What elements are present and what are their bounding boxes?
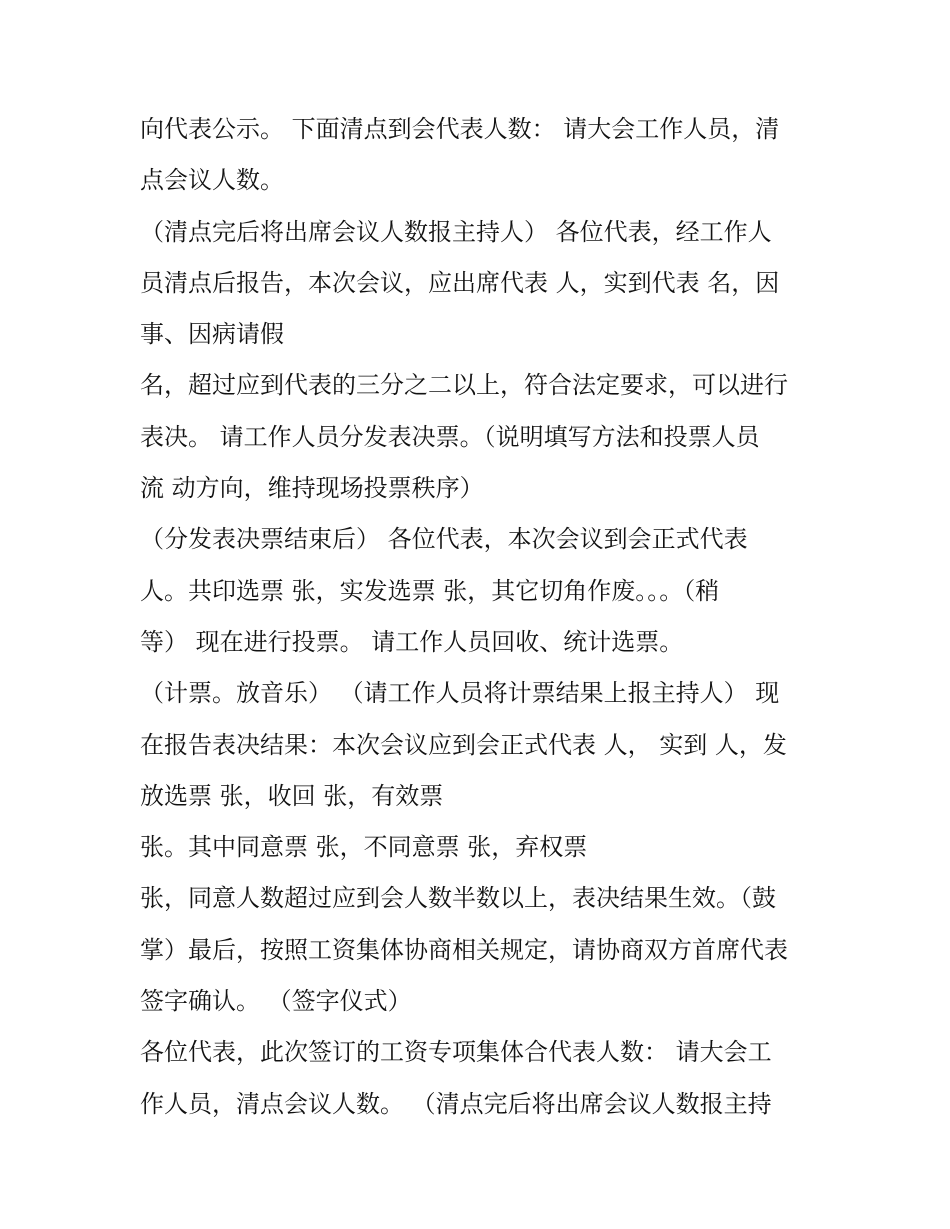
text-line: 表决。 请工作人员分发表决票。（说明填写方法和投票人员 [140, 422, 760, 451]
text-line: 人。共印选票 张，实发选票 张，其它切角作废。。。（稍 [140, 576, 720, 605]
document-body [140, 104, 830, 1130]
text-line: （分发表决票结束后） 各位代表，本次会议到会正式代表 [140, 525, 748, 554]
text-line: 各位代表，此次签订的工资专项集体合代表人数： 请大会工 [140, 1038, 772, 1067]
text-line: 员清点后报告，本次会议，应出席代表 人，实到代表 名，因 [140, 268, 780, 297]
text-line: （计票。放音乐） （请工作人员将计票结果上报主持人） 现 [140, 679, 780, 708]
text-line: 张。其中同意票 张，不同意票 张，弃权票 [140, 833, 588, 862]
text-line: 向代表公示。 下面清点到会代表人数： 请大会工作人员，清 [140, 115, 780, 143]
text-line: 流 动方向，维持现场投票秩序） [140, 474, 484, 503]
text-line: 张，同意人数超过应到会人数半数以上，表决结果生效。（鼓 [140, 884, 776, 913]
text-line: （清点完后将出席会议人数报主持人） 各位代表，经工作人 [140, 217, 772, 246]
text-line: 等） 现在进行投票。 请工作人员回收、统计选票。 [140, 627, 684, 656]
text-line: 事、因病请假 [140, 320, 284, 349]
text-line: 放选票 张，收回 张，有效票 [140, 781, 444, 810]
text-line: 名，超过应到代表的三分之二以上，符合法定要求，可以进行 [140, 371, 788, 400]
text-line: 掌）最后，按照工资集体协商相关规定，请协商双方首席代表 [140, 935, 788, 964]
text-line: 点会议人数。 [140, 166, 284, 195]
text-line: 签字确认。 （签字仪式） [140, 987, 412, 1016]
text-line: 在报告表决结果：本次会议应到会正式代表 人， 实到 人，发 [140, 730, 787, 759]
text-line: 作人员，清点会议人数。 （清点完后将出席会议人数报主持 [140, 1089, 772, 1118]
